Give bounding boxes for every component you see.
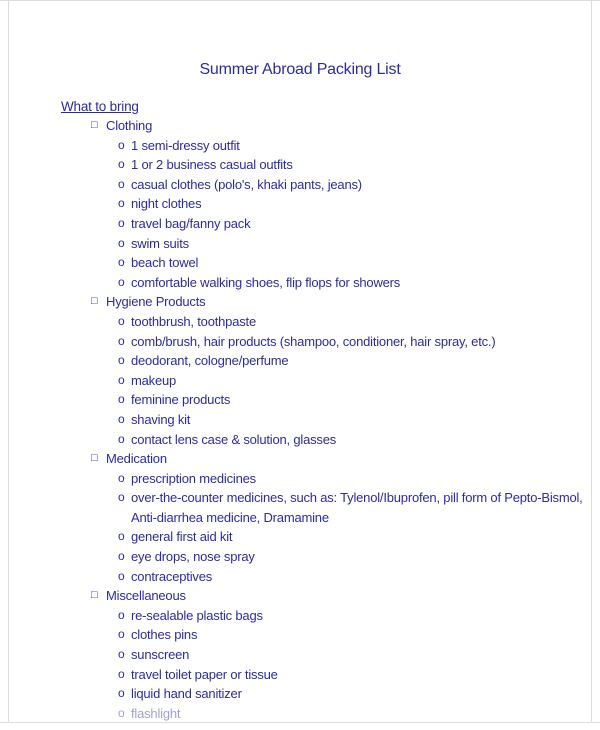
list-item	[0, 234, 600, 254]
circle-bullet-icon: o	[118, 607, 125, 622]
list-item-text: night clothes	[131, 196, 202, 212]
square-bullet-icon: □	[91, 295, 98, 308]
circle-bullet-icon: o	[118, 529, 125, 544]
circle-bullet-icon: o	[118, 215, 125, 230]
list-item-text: sunscreen	[131, 647, 190, 663]
section-label: Miscellaneous	[106, 588, 186, 604]
square-bullet-icon: □	[91, 452, 98, 465]
circle-bullet-icon: o	[118, 157, 125, 172]
section-header-medication	[0, 449, 600, 469]
circle-bullet-icon: o	[118, 549, 125, 564]
list-item-text: contact lens case & solution, glasses	[131, 431, 337, 447]
list-item-text: beach towel	[131, 255, 199, 271]
list-item-text: toothbrush, toothpaste	[131, 313, 256, 329]
circle-bullet-icon: o	[118, 392, 125, 407]
list-item-text: contraceptives	[131, 568, 213, 584]
circle-bullet-icon: o	[118, 313, 125, 328]
list-item-text: deodorant, cologne/perfume	[131, 353, 289, 369]
circle-bullet-icon: o	[118, 705, 125, 720]
circle-bullet-icon: o	[118, 333, 125, 348]
section-label: Hygiene Products	[106, 294, 206, 310]
what-to-bring-heading: What to bring	[61, 99, 139, 114]
list-item-text	[131, 488, 583, 527]
circle-bullet-icon: o	[118, 235, 125, 250]
list-item	[0, 469, 600, 489]
section-header-clothing	[0, 116, 600, 136]
list-item-text: travel toilet paper or tissue	[131, 666, 278, 682]
list-item	[0, 665, 600, 685]
circle-bullet-icon: o	[118, 431, 125, 446]
circle-bullet-icon: o	[118, 647, 125, 662]
list-item-text: flashlight	[131, 705, 181, 721]
section-header-miscellaneous	[0, 586, 600, 606]
page-bottom-border	[0, 722, 600, 723]
list-item-text: swim suits	[131, 235, 189, 251]
list-item	[0, 567, 600, 587]
packing-list	[0, 116, 600, 721]
list-item	[0, 527, 600, 547]
circle-bullet-icon: o	[118, 490, 125, 505]
list-item-clipped	[0, 704, 600, 721]
list-item	[0, 194, 600, 214]
list-item-line-2: Anti-diarrhea medicine, Dramamine	[131, 509, 329, 525]
list-item-text: comfortable walking shoes, flip flops for showers	[131, 274, 401, 290]
circle-bullet-icon: o	[118, 568, 125, 583]
list-item-text: general first aid kit	[131, 529, 233, 545]
list-item-text: casual clothes (polo's, khaki pants, jeans)	[131, 176, 362, 192]
section-label: Medication	[106, 451, 167, 467]
list-item	[0, 351, 600, 371]
circle-bullet-icon: o	[118, 686, 125, 701]
page-top-border	[0, 0, 600, 1]
list-item	[0, 488, 600, 527]
page-title: Summer Abroad Packing List	[199, 61, 401, 78]
list-item	[0, 136, 600, 156]
list-item-text: 1 or 2 business casual outfits	[131, 157, 293, 173]
list-item-text: comb/brush, hair products (shampoo, conditioner, hair spray, etc.)	[131, 333, 496, 349]
list-item	[0, 175, 600, 195]
section-label: Clothing	[106, 118, 153, 133]
section-header-hygiene-products	[0, 292, 600, 312]
list-item	[0, 547, 600, 567]
list-item-line-1: over-the-counter medicines, such as: Tylenol/Ibuprofen, pill form of Pepto-Bismol,	[131, 490, 583, 506]
list-item-text: 1 semi-dressy outfit	[131, 137, 240, 153]
list-item	[0, 645, 600, 665]
list-item-text: makeup	[131, 372, 177, 388]
list-item	[0, 410, 600, 430]
list-item	[0, 214, 600, 234]
list-item	[0, 312, 600, 332]
circle-bullet-icon: o	[118, 666, 125, 681]
list-item-text: liquid hand sanitizer	[131, 686, 242, 702]
circle-bullet-icon: o	[118, 137, 125, 152]
circle-bullet-icon: o	[118, 255, 125, 270]
circle-bullet-icon: o	[118, 470, 125, 485]
list-item	[0, 371, 600, 391]
list-item	[0, 625, 600, 645]
list-item-text: re-sealable plastic bags	[131, 607, 263, 623]
circle-bullet-icon: o	[118, 627, 125, 642]
list-item	[0, 155, 600, 175]
list-item	[0, 253, 600, 273]
list-item-text: shaving kit	[131, 411, 191, 427]
list-item	[0, 390, 600, 410]
list-item-text: feminine products	[131, 392, 231, 408]
square-bullet-icon: □	[91, 589, 98, 602]
list-item	[0, 332, 600, 352]
circle-bullet-icon: o	[118, 411, 125, 426]
square-bullet-icon: □	[91, 119, 98, 131]
circle-bullet-icon: o	[118, 274, 125, 289]
circle-bullet-icon: o	[118, 176, 125, 191]
circle-bullet-icon: o	[118, 353, 125, 368]
list-item-text: eye drops, nose spray	[131, 549, 255, 565]
list-item-text: prescription medicines	[131, 470, 256, 486]
list-item	[0, 606, 600, 626]
list-item-text: clothes pins	[131, 627, 198, 643]
list-item	[0, 684, 600, 704]
circle-bullet-icon: o	[118, 196, 125, 211]
circle-bullet-icon: o	[118, 372, 125, 387]
list-item	[0, 273, 600, 293]
list-item-text: travel bag/fanny pack	[131, 215, 251, 231]
list-item	[0, 430, 600, 450]
